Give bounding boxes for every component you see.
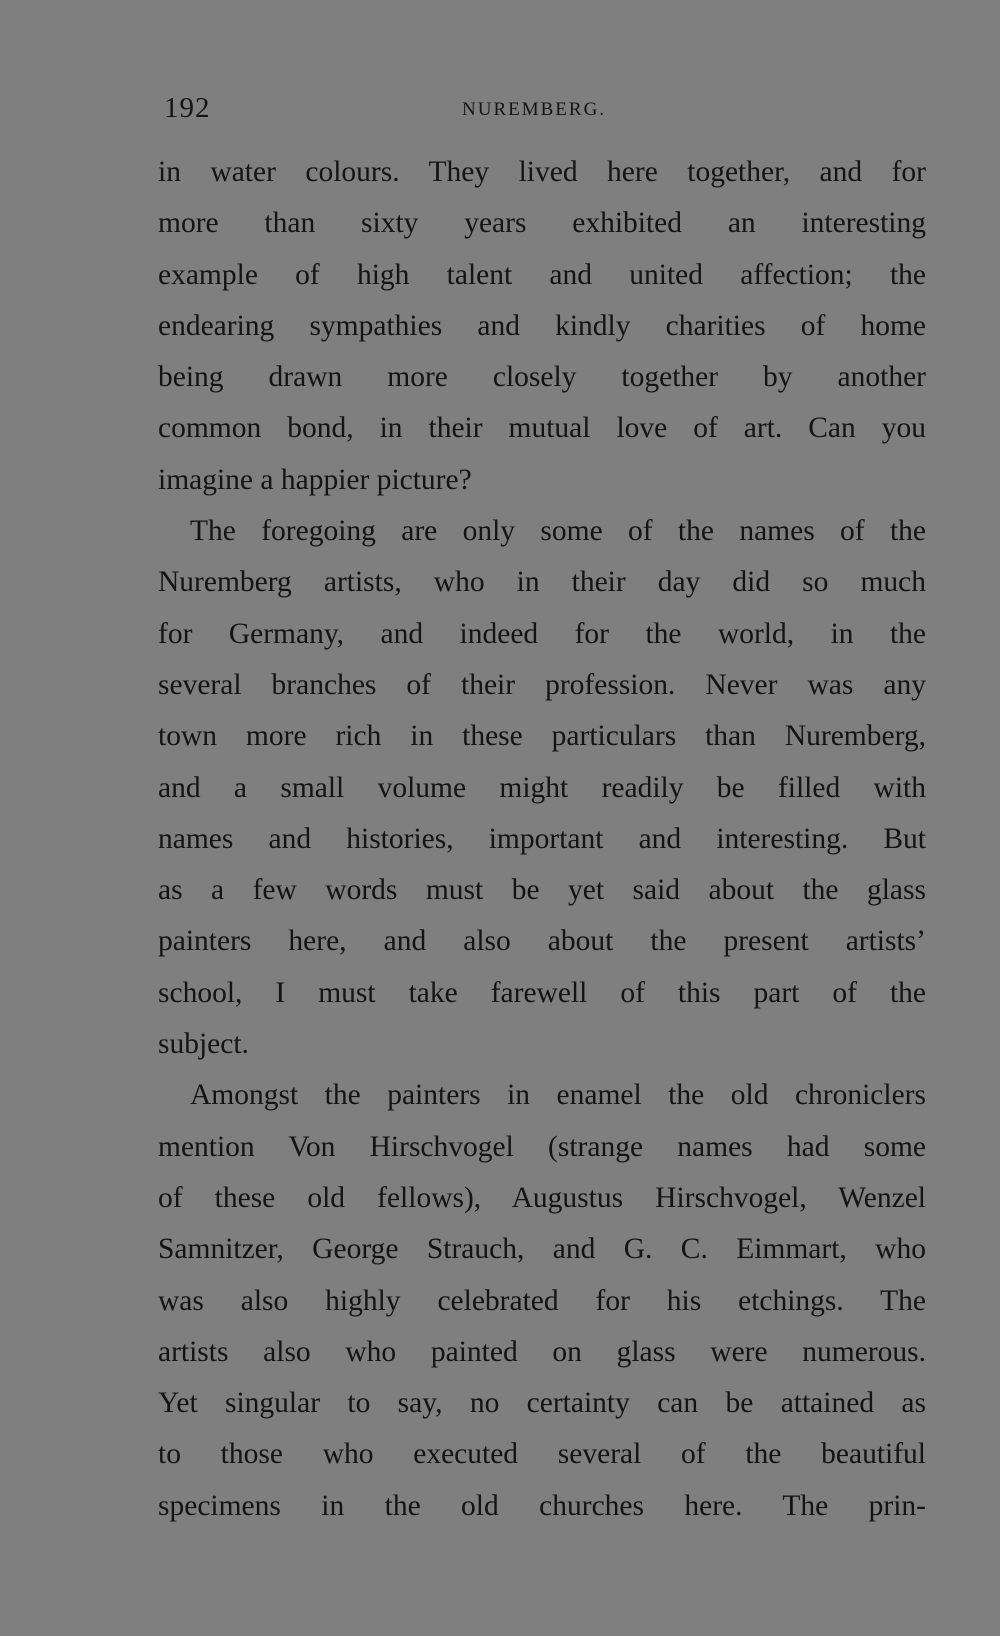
paragraph-2 [158, 506, 926, 1070]
body-text [158, 147, 926, 1532]
text-line: example of high talent and united affection; the [158, 258, 926, 291]
text-line: Amongst the painters in enamel the old chroniclers [190, 1079, 926, 1112]
text-line: mention Von Hirschvogel (strange names had some [158, 1130, 926, 1163]
text-line: as a few words must be yet said about the glass [158, 874, 926, 907]
page-number: 192 [164, 92, 211, 124]
running-title: NUREMBERG. [462, 99, 607, 120]
text-line: more than sixty years exhibited an interesting [158, 207, 926, 240]
text-line: Yet singular to say, no certainty can be attained as [158, 1387, 926, 1420]
text-line: subject. [158, 1028, 249, 1061]
text-line: Samnitzer, George Strauch, and G. C. Eimmart, who [158, 1233, 926, 1266]
paragraph-3 [158, 1070, 926, 1532]
text-line: and a small volume might readily be filled with [158, 771, 926, 804]
text-line: imagine a happier picture? [158, 463, 472, 496]
text-line: names and histories, important and interesting. But [158, 822, 926, 855]
text-line: town more rich in these particulars than Nuremberg, [158, 720, 926, 753]
text-line: several branches of their profession. Never was any [158, 668, 926, 701]
paragraph-1 [158, 147, 926, 506]
text-line: to those who executed several of the beautiful [158, 1438, 926, 1471]
text-line: in water colours. They lived here together, and for [158, 156, 926, 188]
text-line: school, I must take farewell of this part of the [158, 976, 926, 1009]
text-line: of these old fellows), Augustus Hirschvogel, Wenzel [158, 1181, 926, 1214]
running-head [164, 88, 924, 128]
text-line: The foregoing are only some of the names of the [190, 515, 926, 548]
text-line: artists also who painted on glass were numerous. [158, 1335, 926, 1368]
text-line: was also highly celebrated for his etchings. The [158, 1284, 926, 1317]
text-line: Nuremberg artists, who in their day did so much [158, 566, 926, 599]
text-line: painters here, and also about the present artists’ [158, 925, 926, 958]
text-line: endearing sympathies and kindly charities of home [158, 309, 926, 342]
text-line: for Germany, and indeed for the world, in the [158, 617, 926, 650]
text-line: common bond, in their mutual love of art. Can you [158, 412, 926, 445]
text-line: being drawn more closely together by another [158, 361, 926, 394]
text-line: specimens in the old churches here. The prin- [158, 1489, 926, 1522]
